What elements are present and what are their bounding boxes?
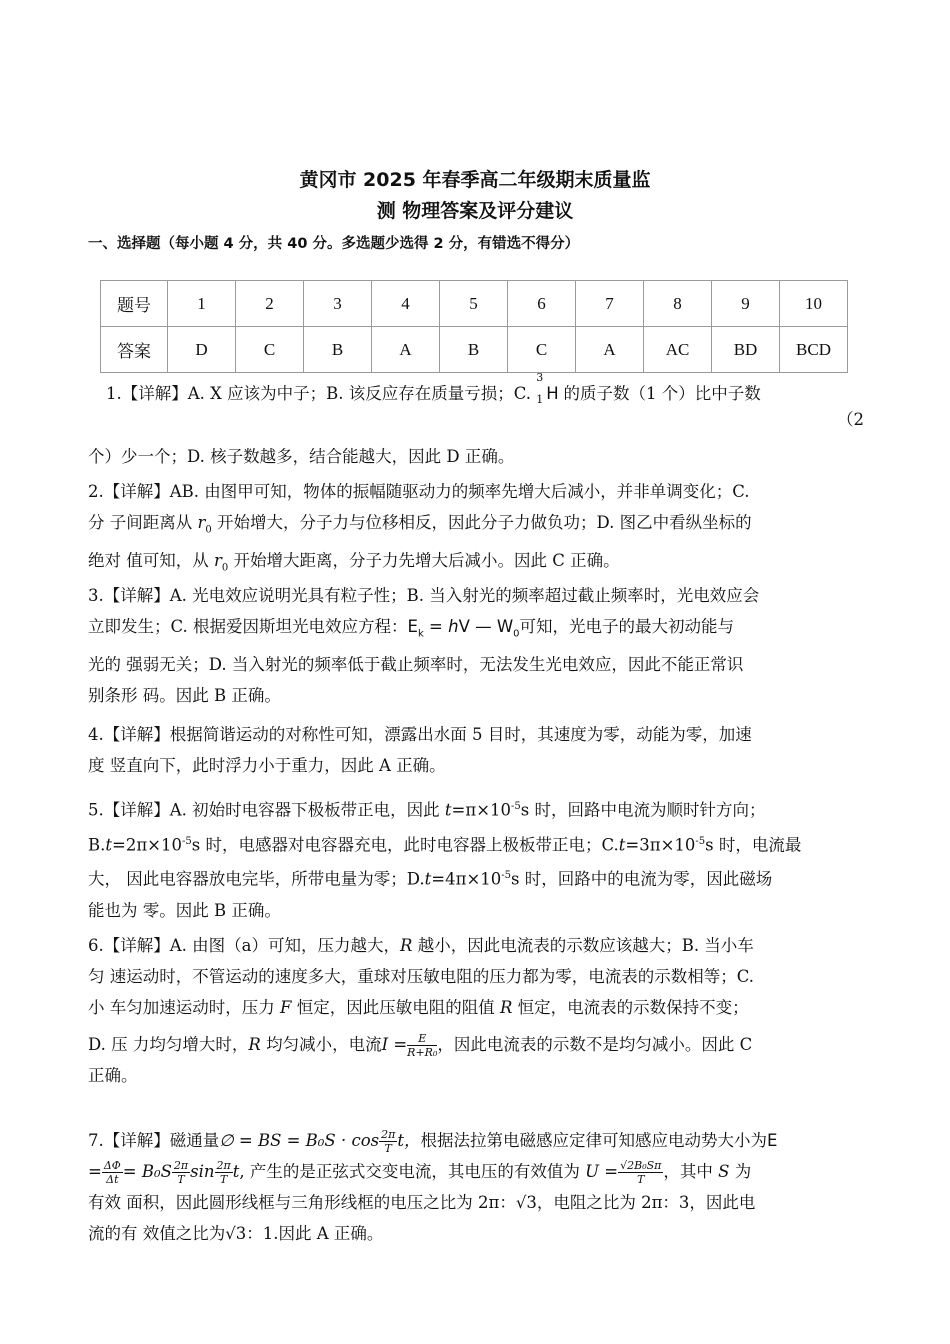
q7-text-a2: 根据法拉第电磁感应定律可知感应电动势大小为 bbox=[420, 1131, 767, 1150]
answer-cell: B bbox=[440, 327, 508, 373]
emf-formula: = B₀S bbox=[122, 1162, 172, 1181]
equals-sign: = bbox=[88, 1162, 102, 1181]
q4-text-a: 4.【详解】根据简谐运动的对称性可知，漂露出水面 5 目时，其速度为零，动能为零，加速 bbox=[88, 725, 752, 744]
q7-text-d: 流的有 效值之比为√3：1.因此 A 正确。 bbox=[88, 1224, 384, 1243]
current-fraction bbox=[407, 1032, 437, 1059]
q5-text-d: 能也为 零。因此 B 正确。 bbox=[88, 900, 281, 920]
answer-cell: B bbox=[304, 327, 372, 373]
voltage-formula: U = bbox=[585, 1162, 619, 1181]
q7-text-b4: , 产生的是正弦式交变电流，其电压的有效值为 bbox=[239, 1162, 580, 1181]
answer-cell: A bbox=[576, 327, 644, 373]
question-number: 5 bbox=[440, 281, 508, 327]
t-symbol: t， bbox=[397, 1131, 421, 1150]
q5-text-b1: B. bbox=[88, 835, 106, 854]
explanation-6 bbox=[88, 930, 864, 1091]
sin-function: sin bbox=[190, 1162, 215, 1181]
section-heading: 一、选择题（每小题 4 分，共 40 分。多选题少选得 2 分，有错选不得分） bbox=[88, 236, 580, 252]
answer-cell: C bbox=[236, 327, 304, 373]
answer-cell: C bbox=[508, 327, 576, 373]
q6-text-a2: 越小，因此电流表的示数应该越大；B. 当小车 bbox=[417, 936, 754, 955]
answer-cell: AC bbox=[644, 327, 712, 373]
omega-fraction bbox=[215, 1159, 233, 1186]
t-symbol: t bbox=[232, 1162, 240, 1181]
q7-text-c: 有效 面积，因此圆形线框与三角形线框的电压之比为 2π：√3，电阻之比为 2π：3，因此电 bbox=[88, 1193, 756, 1212]
eq-h: h bbox=[448, 617, 459, 636]
q5-time-4: =4π×10 bbox=[431, 869, 502, 889]
t-symbol: t bbox=[424, 869, 432, 889]
explanation-1 bbox=[88, 371, 864, 472]
question-number: 8 bbox=[644, 281, 712, 327]
question-row bbox=[101, 281, 848, 327]
answer-header: 答案 bbox=[101, 327, 168, 373]
q6-text-d2: 均匀减小，电流 bbox=[266, 1035, 382, 1054]
fraction-denominator: T bbox=[177, 1173, 185, 1186]
question-number: 7 bbox=[576, 281, 644, 327]
q7-text-a1: 7.【详解】磁通量 bbox=[88, 1131, 220, 1150]
answer-table bbox=[100, 280, 848, 373]
t-symbol: t bbox=[444, 800, 452, 820]
explanation-5 bbox=[88, 791, 864, 926]
question-number: 3 bbox=[304, 281, 372, 327]
eq-zero: 0 bbox=[513, 628, 520, 640]
q6-text-c2: 恒定，因此压敏电阻的阻值 bbox=[296, 998, 495, 1017]
r0-symbol: r bbox=[197, 513, 206, 532]
q5-text-a1: 5.【详解】A. 初始时电容器下极板带正电，因此 bbox=[88, 800, 440, 820]
fraction-numerator: 2π bbox=[173, 1159, 189, 1172]
exponent: -5 bbox=[511, 801, 521, 812]
s-symbol: S bbox=[718, 1162, 730, 1181]
explanation-7 bbox=[88, 1125, 864, 1249]
q3-text-b: 立即发生；C. 根据爱因斯坦光电效应方程： bbox=[88, 617, 408, 636]
answer-cell: D bbox=[168, 327, 236, 373]
question-number: 1 bbox=[168, 281, 236, 327]
q2-text-c: 开始增大，分子力与位移相反，因此分子力做负功；D. 图乙中看纵坐标的 bbox=[217, 513, 752, 532]
q1-text-c: （2 bbox=[837, 410, 864, 429]
einstein-equation bbox=[407, 617, 520, 640]
eq-equals: = bbox=[423, 617, 449, 636]
nuclide-charge: 1 bbox=[536, 393, 544, 406]
fraction-numerator: 2π bbox=[216, 1159, 231, 1172]
q2-text-e: 开始增大距离，分子力先增大后减小。因此 C 正确。 bbox=[233, 551, 620, 571]
r-symbol: R bbox=[499, 998, 513, 1017]
nuclide-letter: H bbox=[546, 384, 559, 403]
question-number: 10 bbox=[780, 281, 848, 327]
answer-cell: BCD bbox=[780, 327, 848, 373]
title-line-1: 黄冈市 2025 年春季高二年级期末质量监 bbox=[299, 169, 651, 191]
q6-text-d3: ，因此电流表的示数不是均匀减小。因此 C bbox=[437, 1035, 753, 1054]
emf-symbol: E bbox=[766, 1131, 778, 1150]
question-number: 2 bbox=[236, 281, 304, 327]
omega-fraction bbox=[172, 1159, 190, 1186]
q4-text-b: 度 竖直向下，此时浮力小于重力，因此 A 正确。 bbox=[88, 756, 446, 775]
explanation-2 bbox=[88, 476, 864, 584]
q2-text-a: 2.【详解】AB. 由图甲可知，物体的振幅随驱动力的频率先增大后减小，并非单调变化；C. bbox=[88, 482, 750, 501]
q5-text-b3: s 时，电感器对电容器充电，此时电容器上极板带正电；C. bbox=[191, 835, 619, 854]
f-symbol: F bbox=[280, 998, 292, 1017]
q1-text-d: 个）少一个；D. 核子数越多，结合能越大，因此 D 正确。 bbox=[88, 447, 515, 466]
answer-cell: BD bbox=[712, 327, 780, 373]
r0-subscript: 0 bbox=[221, 562, 229, 574]
q5-text-a3: s 时，回路中电流为顺时针方向； bbox=[520, 800, 766, 820]
t-symbol: t bbox=[618, 835, 626, 854]
q7-text-b5: ，其中 bbox=[663, 1162, 713, 1181]
eq-k: k bbox=[417, 628, 424, 640]
fraction-denominator: T bbox=[219, 1173, 228, 1186]
q6-text-d1: D. 压 力均匀增大时， bbox=[88, 1035, 249, 1054]
question-header: 题号 bbox=[101, 281, 168, 327]
q3-text-d: 光的 强弱无关；D. 当入射光的频率低于截止频率时，无法发生光电效应，因此不能正常识 bbox=[88, 655, 744, 675]
explanation-3 bbox=[88, 580, 864, 711]
q6-text-c1: 小 车匀加速运动时，压力 bbox=[88, 998, 275, 1017]
current-formula: I = bbox=[381, 1035, 408, 1054]
r0-subscript: 0 bbox=[205, 524, 212, 536]
q3-text-e: 别条形 码。因此 B 正确。 bbox=[88, 686, 281, 706]
q5-text-b5: s 时，电流最 bbox=[705, 835, 802, 854]
nuclide-symbol bbox=[536, 371, 559, 409]
explanation-4 bbox=[88, 719, 864, 781]
r-symbol: R bbox=[400, 936, 413, 955]
fraction-numerator: √2B₀Sπ bbox=[620, 1159, 662, 1172]
question-number: 6 bbox=[508, 281, 576, 327]
exponent: -5 bbox=[501, 870, 512, 881]
q3-text-c: 可知，光电子的最大初动能与 bbox=[519, 617, 735, 636]
fraction-denominator: R+R₀ bbox=[407, 1046, 438, 1059]
r-symbol: R bbox=[248, 1035, 261, 1054]
q3-text-a: 3.【详解】A. 光电效应说明光具有粒子性；B. 当入射光的频率超过截止频率时，光电效应会 bbox=[88, 586, 760, 605]
q5-text-c1: 大， 因此电容器放电完毕，所带电量为零；D. bbox=[88, 869, 425, 889]
exponent: -5 bbox=[695, 835, 706, 847]
fraction-numerator: ΔΦ bbox=[103, 1159, 121, 1172]
answer-row bbox=[101, 327, 848, 373]
q5-time-1: =π×10 bbox=[451, 800, 512, 820]
omega-fraction bbox=[379, 1128, 397, 1155]
q5-text-c3: s 时，回路中的电流为零，因此磁场 bbox=[511, 869, 773, 889]
q6-text-e: 正确。 bbox=[88, 1066, 138, 1085]
question-number: 4 bbox=[372, 281, 440, 327]
voltage-fraction bbox=[618, 1159, 663, 1186]
fraction-denominator: T bbox=[384, 1142, 392, 1155]
q6-text-c3: 恒定，电流表的示数保持不变； bbox=[517, 998, 749, 1017]
q1-text-b: 的质子数（1 个）比中子数 bbox=[563, 384, 761, 403]
answer-cell: A bbox=[372, 327, 440, 373]
q1-text-a: 1.【详解】A. X 应该为中子；B. 该反应存在质量亏损；C. bbox=[106, 384, 532, 403]
exponent: -5 bbox=[182, 835, 192, 847]
eq-e: E bbox=[407, 617, 418, 636]
r0-symbol: r bbox=[214, 551, 222, 571]
flux-rate-fraction bbox=[102, 1159, 123, 1186]
fraction-denominator: Δt bbox=[106, 1173, 119, 1186]
fraction-denominator: T bbox=[637, 1173, 645, 1186]
q6-text-a1: 6.【详解】A. 由图（a）可知，压力越大， bbox=[88, 936, 400, 955]
fraction-numerator: 2π bbox=[381, 1128, 396, 1141]
q2-text-b: 分 子间距离从 bbox=[88, 513, 193, 532]
q5-time-2: =2π×10 bbox=[112, 835, 183, 854]
q6-text-b: 匀 速运动时，不管运动的速度多大，重球对压敏电阻的压力都为零，电流表的示数相等；C. bbox=[88, 967, 755, 986]
q7-text-b6: 为 bbox=[734, 1162, 752, 1181]
eq-v-w: V — W bbox=[458, 617, 514, 636]
q2-text-d: 绝对 值可知，从 bbox=[88, 551, 209, 571]
flux-formula: ∅ = BS = B₀S · cos bbox=[219, 1131, 380, 1150]
nuclide-mass: 3 bbox=[536, 371, 544, 384]
t-symbol: t bbox=[105, 835, 113, 854]
title-line-2: 测 物理答案及评分建议 bbox=[376, 200, 574, 222]
question-number: 9 bbox=[712, 281, 780, 327]
q5-time-3: =3π×10 bbox=[625, 835, 696, 854]
fraction-numerator: E bbox=[407, 1032, 437, 1046]
